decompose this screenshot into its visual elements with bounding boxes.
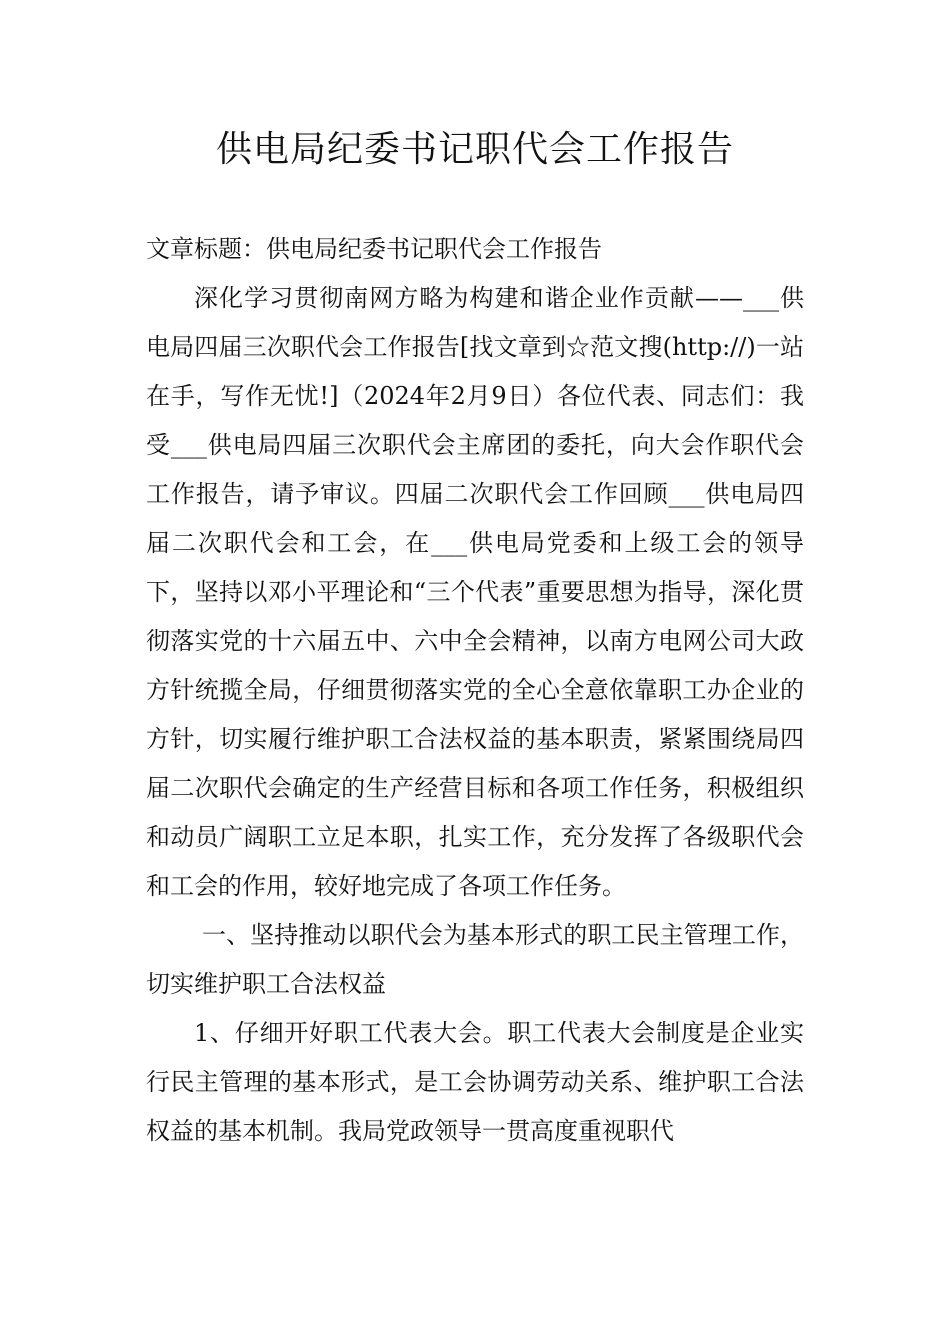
section-heading-1: 一、坚持推动以职代会为基本形式的职工民主管理工作，切实维护职工合法权益 <box>146 921 804 998</box>
article-title-line: 文章标题：供电局纪委书记职代会工作报告 <box>146 235 602 263</box>
document-title: 供电局纪委书记职代会工作报告 <box>215 129 734 170</box>
paragraph-intro: 深化学习贯彻南网方略为构建和谐企业作贡献——___供电局四届三次职代会工作报告[找文章到☆范文搜(http://)一站在手，写作无忧!]（2024年2月9日）各位代表、同志们：我受___供电局四届三次职代会主席团的委托，向大会作职代会工作报告，请予审议。四届二次职代会工作回顾___供电局四届二次职代会和工会，在___供电局党委和上级工会的领导下，坚持以邓小平理论和“三个代表”重要思想为指导，深化贯彻落实党的十六届五中、六中全会精神，以南方电网公司大政方针统揽全局，仔细贯彻落实党的全心全意依靠职工办企业的方针，切实履行维护职工合法权益的基本职责，紧紧围绕局四届二次职代会确定的生产经营目标和各项工作任务，积极组织和动员广阔职工立足本职，扎实工作，充分发挥了各级职代会和工会的作用，较好地完成了各项工作任务。 <box>146 284 804 900</box>
document-body <box>146 225 804 1156</box>
paragraph-item-1: 1、仔细开好职工代表大会。职工代表大会制度是企业实行民主管理的基本形式，是工会协调劳动关系、维护职工合法权益的基本机制。我局党政领导一贯高度重视职代 <box>146 1019 804 1145</box>
